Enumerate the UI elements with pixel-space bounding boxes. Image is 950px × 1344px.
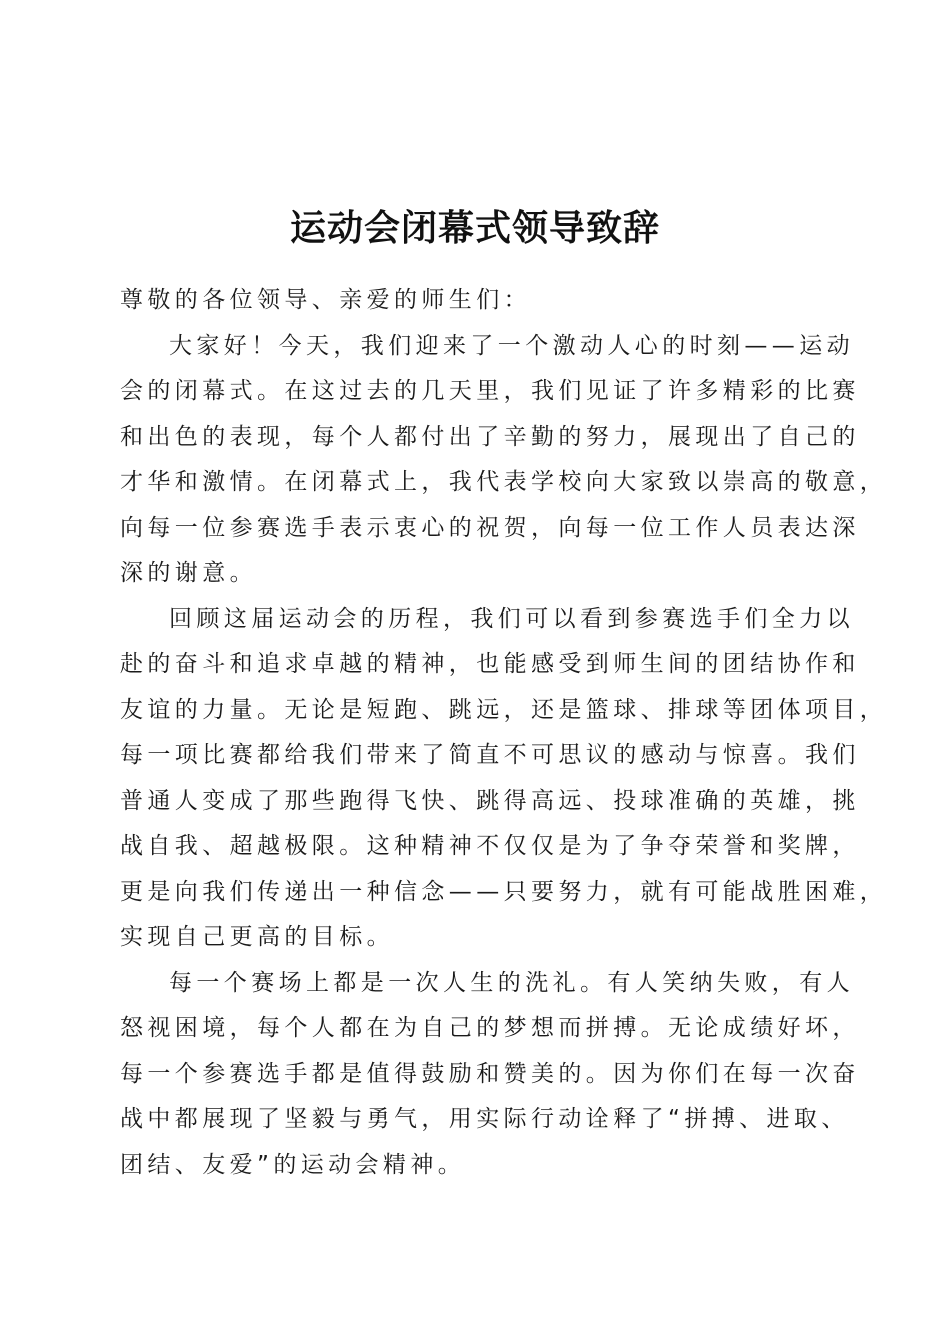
paragraph-line: 会的闭幕式。在这过去的几天里，我们见证了许多精彩的比赛	[120, 378, 860, 404]
paragraph-line: 和出色的表现，每个人都付出了辛勤的努力，展现出了自己的	[120, 423, 860, 450]
paragraph-line: 每一项比赛都给我们带来了简直不可思议的感动与惊喜。我们	[120, 742, 860, 768]
paragraph-line: 才华和激情。在闭幕式上，我代表学校向大家致以崇高的敬意，	[120, 469, 888, 495]
paragraph-line: 回顾这届运动会的历程，我们可以看到参赛选手们全力以	[169, 605, 854, 632]
paragraph-line: 向每一位参赛选手表示衷心的祝贺，向每一位工作人员表达深	[120, 514, 860, 541]
paragraph-line: 实现自己更高的目标。	[120, 924, 394, 950]
paragraph-3	[120, 961, 860, 1189]
paragraph-1	[120, 324, 888, 597]
paragraph-line: 每一个参赛选手都是值得鼓励和赞美的。因为你们在每一次奋	[120, 1060, 860, 1087]
paragraph-line: 普通人变成了那些跑得飞快、跳得高远、投球准确的英雄，挑	[120, 787, 860, 814]
paragraph-line: 怒视困境，每个人都在为自己的梦想而拼搏。无论成绩好坏，	[120, 1015, 860, 1041]
paragraph-line: 赴的奋斗和追求卓越的精神，也能感受到师生间的团结协作和	[120, 651, 860, 677]
paragraph-line: 更是向我们传递出一种信念——只要努力，就有可能战胜困难，	[120, 878, 888, 905]
paragraph-line: 每一个赛场上都是一次人生的洗礼。有人笑纳失败，有人	[169, 969, 854, 996]
paragraph-line: 战自我、超越极限。这种精神不仅仅是为了争夺荣誉和奖牌，	[120, 833, 860, 859]
paragraph-line: 友谊的力量。无论是短跑、跳远，还是篮球、排球等团体项目，	[120, 696, 888, 723]
salutation: 尊敬的各位领导、亲爱的师生们：	[120, 287, 531, 313]
paragraph-line: 战中都展现了坚毅与勇气，用实际行动诠释了“拼搏、进取、	[120, 1106, 849, 1132]
document-title: 运动会闭幕式领导致辞	[289, 207, 660, 250]
paragraph-line: 团结、友爱”的运动会精神。	[120, 1151, 466, 1178]
document-body	[120, 278, 888, 1188]
paragraph-line: 大家好！今天，我们迎来了一个激动人心的时刻——运动	[169, 332, 854, 359]
paragraph-2	[120, 597, 888, 961]
paragraph-line: 深的谢意。	[120, 560, 257, 586]
